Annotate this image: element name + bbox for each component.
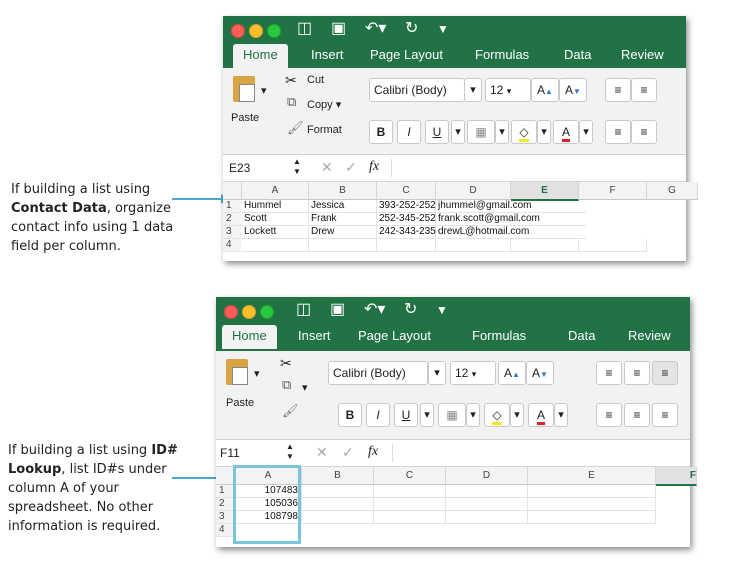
callout-bold: Lookup [8, 462, 62, 477]
tab-formulas[interactable]: Formulas [472, 328, 527, 343]
cut-button[interactable]: Cut [307, 74, 325, 86]
confirm-icon[interactable]: ✓ [342, 444, 354, 460]
row-header[interactable]: 4 [223, 239, 241, 252]
format-painter-icon[interactable]: 🖌 [287, 120, 304, 135]
font-size-value: 12 [455, 366, 469, 380]
formula-bar [223, 155, 686, 182]
ribbon-home [223, 68, 686, 155]
callout-bold: Contact Data [11, 201, 107, 216]
formula-input[interactable] [392, 444, 673, 462]
font-name-dropdown-icon[interactable]: ▾ [428, 361, 446, 385]
customize-toolbar-icon[interactable]: ▼ [437, 22, 449, 36]
font-color-dropdown-icon[interactable]: ▾ [579, 120, 593, 144]
cell[interactable]: frank.scott@gmail.com [436, 213, 586, 226]
decrease-font-icon: A [565, 83, 574, 97]
copy-button[interactable]: Copy ▾ [307, 99, 342, 111]
callout-line [8, 460, 183, 479]
italic-button[interactable]: I [397, 120, 421, 144]
column-header[interactable]: D [436, 182, 511, 200]
increase-font-icon: A [504, 366, 513, 380]
zoom-window-button[interactable] [267, 24, 281, 38]
cell[interactable]: Scott [242, 213, 309, 226]
align-middle-button[interactable]: ≡ [624, 361, 650, 385]
cut-icon[interactable]: ✂ [285, 72, 297, 88]
cancel-icon[interactable]: ✕ [316, 444, 328, 460]
borders-button[interactable]: ▦ [438, 403, 466, 427]
font-name-select[interactable] [328, 361, 428, 385]
tab-home[interactable]: Home [222, 325, 277, 349]
column-header[interactable]: C [374, 467, 446, 485]
name-box-stepper-icon[interactable]: ▲ ▼ [293, 157, 301, 176]
ribbon-tabs [216, 325, 690, 351]
cell[interactable]: jhummel@gmail.com [436, 200, 586, 213]
font-name-value: Calibri (Body) [374, 83, 447, 97]
fill-color-dropdown-icon[interactable]: ▾ [510, 403, 524, 427]
name-box[interactable]: F11 [220, 446, 240, 460]
cell[interactable]: Frank [309, 213, 377, 226]
row-header[interactable]: 3 [223, 226, 241, 239]
copy-dropdown-icon[interactable]: ▾ [302, 382, 308, 394]
fill-color-icon: ◇ [519, 125, 528, 142]
cell[interactable] [302, 511, 374, 524]
font-color-button[interactable] [553, 120, 579, 144]
minimize-window-button[interactable] [242, 305, 256, 319]
font-size-select[interactable]: 12 ▾ [485, 78, 531, 102]
bold-button[interactable]: B [369, 120, 393, 144]
tab-formulas[interactable]: Formulas [475, 47, 530, 62]
sidebar-icon[interactable]: ◫ [297, 20, 313, 37]
fill-color-dropdown-icon[interactable]: ▾ [537, 120, 551, 144]
font-color-icon: A [562, 125, 570, 142]
cell[interactable] [374, 511, 446, 524]
zoom-window-button[interactable] [260, 305, 274, 319]
redo-icon[interactable]: ↻ [405, 20, 419, 37]
callout-line [11, 199, 181, 218]
tab-page-layout[interactable]: Page Layout [370, 47, 444, 62]
align-center-button[interactable]: ≡ [624, 403, 650, 427]
underline-dropdown-icon[interactable]: ▾ [451, 120, 465, 144]
cell[interactable] [374, 498, 446, 511]
cell[interactable] [511, 239, 579, 252]
undo-icon[interactable]: ↶▾ [364, 301, 386, 318]
callout-line [8, 441, 183, 460]
column-header[interactable]: B [309, 182, 377, 200]
function-icon[interactable]: fx [369, 159, 380, 174]
format-painter-button[interactable]: Format [307, 124, 342, 136]
row-header[interactable]: 4 [216, 524, 234, 537]
name-box-stepper-icon[interactable]: ▲ ▼ [286, 442, 294, 461]
cell[interactable]: Drew [309, 226, 377, 239]
title-bar [216, 297, 690, 325]
callout-line: column A of your [8, 481, 119, 496]
column-header[interactable]: F [579, 182, 647, 200]
cell[interactable]: 105036 [235, 498, 302, 511]
cell[interactable]: 252-345-252 [379, 213, 436, 224]
borders-dropdown-icon[interactable]: ▾ [495, 120, 509, 144]
cell[interactable] [374, 485, 446, 498]
cell[interactable] [579, 239, 647, 252]
decrease-font-icon: A [532, 366, 541, 380]
tab-page-layout[interactable]: Page Layout [358, 328, 432, 343]
sidebar-icon[interactable]: ◫ [296, 301, 312, 318]
column-header[interactable]: E [528, 467, 656, 485]
decrease-font-button[interactable]: A▼ [559, 78, 587, 102]
cell[interactable] [242, 239, 309, 252]
align-left-button[interactable]: ≡ [605, 120, 631, 144]
paste-button[interactable]: Paste [226, 397, 255, 409]
row-header[interactable]: 1 [216, 485, 234, 498]
tab-insert[interactable]: Insert [298, 328, 331, 343]
save-icon[interactable]: ▣ [331, 20, 347, 37]
align-top-button[interactable]: ≡ [596, 361, 622, 385]
paste-icon[interactable] [226, 359, 248, 385]
align-bottom-button[interactable]: ≡ [652, 361, 678, 385]
paste-dropdown-icon[interactable]: ▾ [254, 368, 260, 380]
format-painter-icon[interactable]: 🖌 [282, 403, 299, 418]
align-middle-button[interactable]: ≡ [631, 78, 657, 102]
column-a-highlight [233, 465, 301, 544]
row-header[interactable]: 2 [223, 213, 241, 226]
cell[interactable]: 393-252-252 [379, 200, 436, 211]
column-header[interactable]: B [302, 467, 374, 485]
cell[interactable] [528, 485, 656, 498]
font-color-icon: A [537, 408, 545, 425]
callout-bold: ID# [151, 443, 178, 458]
callout-line: If building a list using [11, 182, 151, 197]
cell[interactable] [302, 498, 374, 511]
cell[interactable] [446, 511, 528, 524]
increase-font-icon: A [537, 83, 546, 97]
font-color-dropdown-icon[interactable]: ▾ [554, 403, 568, 427]
underline-dropdown-icon[interactable]: ▾ [420, 403, 434, 427]
cell[interactable]: drewL@hotmail.com [436, 226, 586, 239]
underline-button[interactable]: U [394, 403, 418, 427]
redo-icon[interactable]: ↻ [404, 301, 418, 318]
paste-dropdown-icon[interactable]: ▾ [261, 85, 267, 97]
column-header[interactable]: F [656, 467, 697, 486]
cell[interactable]: Jessica [309, 200, 377, 213]
callout-contact-data [11, 180, 181, 256]
sheet-grid-bottom [216, 467, 696, 547]
bold-button[interactable]: B [338, 403, 362, 427]
cell[interactable] [528, 498, 656, 511]
column-header[interactable]: A [235, 467, 302, 485]
align-right-button[interactable]: ≡ [652, 403, 678, 427]
callout-text: If building a list using [8, 443, 152, 458]
tab-insert[interactable]: Insert [311, 47, 344, 62]
copy-icon[interactable]: ⧉ [282, 377, 292, 392]
cell[interactable]: 107483 [235, 485, 302, 498]
cancel-icon[interactable]: ✕ [321, 159, 333, 175]
fill-color-icon: ◇ [492, 408, 501, 425]
increase-font-button[interactable]: A▲ [531, 78, 559, 102]
cell[interactable] [528, 511, 656, 524]
function-icon[interactable]: fx [368, 444, 379, 459]
cell[interactable]: 242-343-235 [379, 226, 436, 237]
callout-line: spreadsheet. No other [8, 500, 154, 515]
customize-toolbar-icon[interactable]: ▼ [436, 303, 448, 317]
column-header[interactable]: E [511, 182, 579, 201]
font-color-button[interactable] [528, 403, 554, 427]
select-all-corner[interactable] [223, 182, 242, 200]
tab-data[interactable]: Data [564, 47, 592, 62]
row-header[interactable]: 1 [223, 200, 241, 213]
cell[interactable] [309, 239, 377, 252]
callout-text: , organize [106, 201, 171, 216]
callout-text: , list ID#s under [61, 462, 167, 477]
cell[interactable] [446, 485, 528, 498]
fill-color-button[interactable] [511, 120, 537, 144]
align-left-button[interactable]: ≡ [596, 403, 622, 427]
font-size-value: 12 [490, 83, 504, 97]
font-size-select[interactable]: 12 ▾ [450, 361, 496, 385]
callout-arrow [172, 198, 222, 200]
name-box[interactable]: E23 [229, 161, 251, 175]
title-bar [223, 16, 686, 44]
close-window-button[interactable] [224, 305, 238, 319]
callout-line: field per column. [11, 239, 121, 254]
callout-line: information is required. [8, 519, 161, 534]
decrease-font-button[interactable]: A▼ [526, 361, 554, 385]
callout-line: contact info using 1 data [11, 220, 174, 235]
ribbon-home [216, 351, 690, 440]
font-name-dropdown-icon[interactable]: ▾ [464, 78, 482, 102]
cut-icon[interactable]: ✂ [280, 355, 292, 371]
excel-window-top [223, 16, 686, 261]
sheet-grid-top [223, 182, 686, 262]
tab-review[interactable]: Review [621, 47, 664, 62]
cell[interactable]: 108798 [235, 511, 302, 524]
callout-id-lookup [8, 441, 183, 536]
row-header[interactable]: 2 [216, 498, 234, 511]
font-name-value: Calibri (Body) [333, 366, 406, 380]
excel-window-bottom [216, 297, 696, 547]
paste-button[interactable]: Paste [231, 112, 260, 124]
formula-input[interactable] [391, 159, 672, 177]
underline-button[interactable]: U [425, 120, 449, 144]
borders-dropdown-icon[interactable]: ▾ [466, 403, 480, 427]
undo-icon[interactable]: ↶▾ [365, 20, 387, 37]
column-header[interactable]: G [647, 182, 698, 200]
tab-home[interactable]: Home [233, 44, 288, 68]
tab-data[interactable]: Data [568, 328, 596, 343]
confirm-icon[interactable]: ✓ [345, 159, 357, 175]
cell[interactable] [446, 498, 528, 511]
fill-color-button[interactable] [484, 403, 510, 427]
column-header[interactable]: A [242, 182, 309, 200]
close-window-button[interactable] [231, 24, 245, 38]
formula-bar [216, 440, 690, 467]
font-name-select[interactable] [369, 78, 465, 102]
align-top-button[interactable]: ≡ [605, 78, 631, 102]
column-header[interactable]: C [377, 182, 436, 200]
cell[interactable] [302, 485, 374, 498]
save-icon[interactable]: ▣ [330, 301, 346, 318]
cell[interactable]: Hummel [242, 200, 309, 213]
increase-font-button[interactable]: A▲ [498, 361, 526, 385]
row-header[interactable]: 3 [216, 511, 234, 524]
tab-review[interactable]: Review [628, 328, 671, 343]
cell[interactable]: Lockett [242, 226, 309, 239]
minimize-window-button[interactable] [249, 24, 263, 38]
ribbon-tabs [223, 44, 686, 68]
cell[interactable] [436, 239, 511, 252]
italic-button[interactable]: I [366, 403, 390, 427]
column-header[interactable]: D [446, 467, 528, 485]
paste-icon[interactable] [233, 76, 255, 102]
borders-button[interactable]: ▦ [467, 120, 495, 144]
cell[interactable] [377, 239, 436, 252]
copy-icon[interactable]: ⧉ [287, 94, 297, 109]
copy-label: Copy [307, 99, 333, 111]
align-center-button[interactable]: ≡ [631, 120, 657, 144]
